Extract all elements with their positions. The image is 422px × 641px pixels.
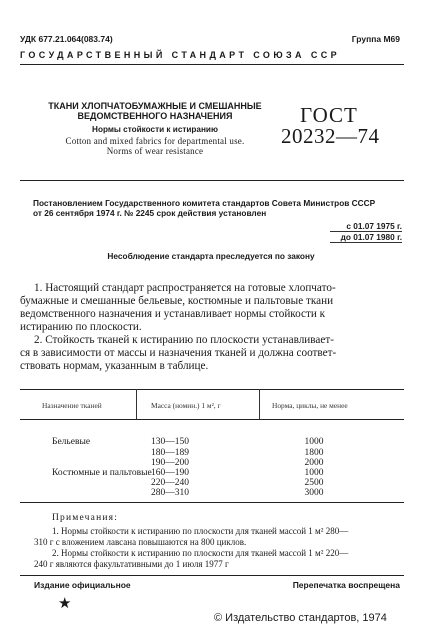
gost-label: ГОСТ bbox=[300, 103, 358, 127]
paragraph1-line2: бумажные и смешанные бельевые, костюмные и пальтовые ткани bbox=[20, 295, 334, 307]
publisher-copyright: © Издательство стандартов, 1974 bbox=[214, 612, 387, 624]
table-cell-norm: 2000 bbox=[304, 458, 324, 468]
table-cell-norm: 1000 bbox=[304, 437, 324, 447]
table-cell-norm: 1000 bbox=[304, 468, 324, 478]
table-cell-purpose: Костюмные и пальтовые bbox=[52, 468, 152, 478]
table-bottom-rule bbox=[20, 502, 404, 503]
footer-rule bbox=[20, 575, 404, 576]
table-cell-norm: 1800 bbox=[304, 448, 324, 458]
table-header-rule bbox=[20, 419, 404, 420]
paragraph2-line2: ся в зависимости от массы и назначения тканей и должна соответ- bbox=[20, 347, 337, 359]
title-ru-line1: ТКАНИ ХЛОПЧАТОБУМАЖНЫЕ И СМЕШАННЫЕ bbox=[48, 101, 262, 111]
udk-code: УДК 677.21.064(083.74) bbox=[20, 34, 113, 44]
paragraph1-line3: ведомственного назначения и устанавливает нормы стойкости к bbox=[20, 308, 326, 320]
validity-underline bbox=[330, 242, 402, 243]
star-icon: ★ bbox=[58, 596, 72, 612]
gost-number: 20232—74 bbox=[281, 124, 380, 148]
note1-line1: 1. Нормы стойкости к истиранию по плоскости для тканей массой 1 м² 280— bbox=[52, 526, 349, 536]
table-cell-purpose: Бельевые bbox=[52, 437, 91, 447]
official-edition-label: Издание официальное bbox=[34, 580, 131, 590]
table-cell-norm: 3000 bbox=[304, 488, 324, 498]
paragraph1-line1: 1. Настоящий стандарт распространяется на готовые хлопчато- bbox=[34, 282, 336, 294]
resolution-line1: Постановлением Государственного комитета стандартов Совета Министров СССР bbox=[33, 198, 376, 208]
note2-line1: 2. Нормы стойкости к истиранию по плоскости для тканей массой 1 м² 220— bbox=[52, 548, 349, 558]
standard-header-title: ГОСУДАРСТВЕННЫЙ СТАНДАРТ СОЮЗА ССР bbox=[20, 50, 341, 60]
table-cell-mass: 180—189 bbox=[151, 448, 189, 458]
table-header-norm: Норма, циклы, не менее bbox=[272, 401, 348, 410]
group-code: Группа М69 bbox=[351, 34, 400, 44]
table-cell-mass: 220—240 bbox=[151, 478, 189, 488]
title-en-line1: Cotton and mixed fabrics for departmental use. bbox=[65, 136, 245, 146]
table-column-divider bbox=[136, 389, 137, 419]
table-header-mass: Масса (номин.) 1 м², г bbox=[151, 401, 221, 410]
paragraph1-line4: истиранию по плоскости. bbox=[20, 321, 142, 333]
header-rule bbox=[20, 64, 404, 65]
validity-from: с 01.07 1975 г. bbox=[346, 221, 402, 231]
notes-heading: Примечания: bbox=[52, 513, 119, 523]
note2-line2: 240 г являются факультативными до 1 июля 1977 г bbox=[34, 559, 229, 569]
title-ru-subtitle: Нормы стойкости к истиранию bbox=[92, 125, 218, 134]
note1-line2: 310 г с вложением лавсана повышаются на 800 циклов. bbox=[34, 537, 247, 547]
table-header-purpose: Назначение тканей bbox=[42, 401, 102, 410]
table-cell-mass: 130—150 bbox=[151, 437, 189, 447]
paragraph2-line3: ствовать нормам, указанным в таблице. bbox=[20, 360, 209, 372]
table-cell-mass: 280—310 bbox=[151, 488, 189, 498]
reprint-prohibited-label: Перепечатка воспрещена bbox=[292, 580, 400, 590]
title-en-line2: Norms of wear resistance bbox=[106, 146, 204, 156]
paragraph2-line1: 2. Стойкость тканей к истиранию по плоскости устанавливает- bbox=[34, 334, 334, 346]
table-cell-mass: 190—200 bbox=[151, 458, 189, 468]
resolution-line2: от 26 сентября 1974 г. № 2245 срок действия установлен bbox=[33, 208, 267, 218]
table-column-divider bbox=[259, 389, 260, 419]
table-cell-mass: 160—190 bbox=[151, 468, 189, 478]
title-rule bbox=[20, 180, 404, 181]
title-ru-line2: ВЕДОМСТВЕННОГО НАЗНАЧЕНИЯ bbox=[77, 111, 233, 121]
table-cell-norm: 2500 bbox=[304, 478, 324, 488]
validity-to: до 01.07 1980 г. bbox=[340, 232, 402, 242]
table-top-rule bbox=[20, 389, 404, 390]
violation-notice: Несоблюдение стандарта преследуется по закону bbox=[107, 251, 315, 261]
